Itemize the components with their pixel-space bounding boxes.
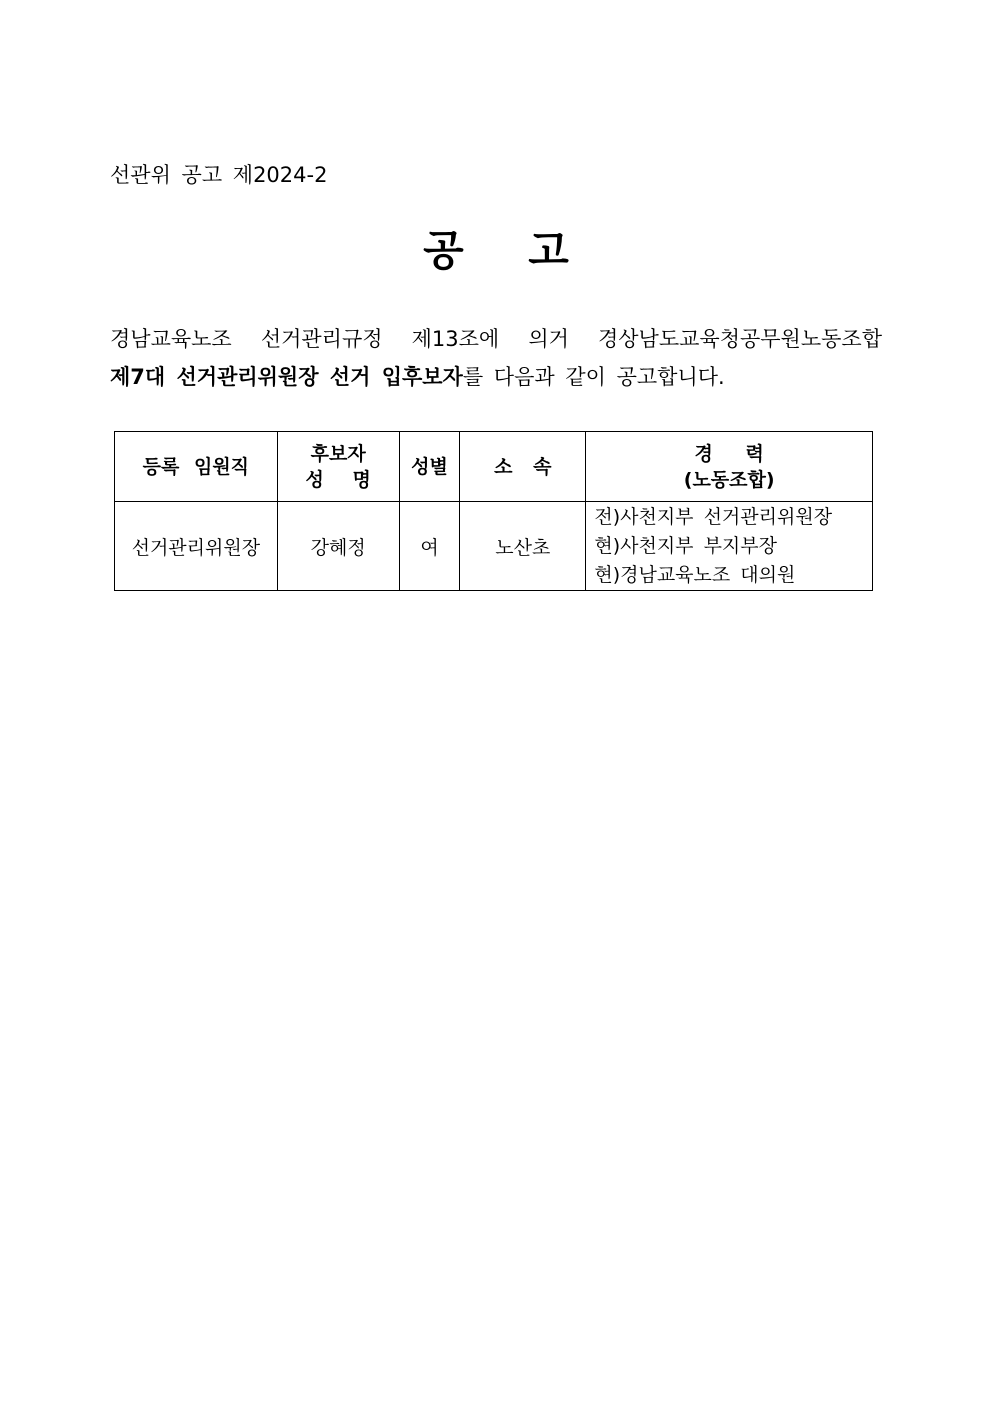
header-position: 등록 임원직	[115, 432, 278, 502]
career-list	[586, 503, 872, 590]
cell-gender: 여	[399, 502, 460, 591]
table-header-row	[115, 432, 873, 502]
body-text-bold: 제7대 선거관리위원장 선거 입후보자	[110, 365, 463, 389]
header-career-line1: 경 력	[694, 442, 764, 465]
header-career	[586, 432, 873, 502]
body-text-line-1: 경남교육노조 선거관리규정 제13조에 의거 경상남도교육청공무원노동조합	[110, 327, 882, 351]
table-row	[115, 502, 873, 591]
header-candidate-line1: 후보자	[310, 442, 366, 465]
career-item: 현)경남교육노조 대의원	[594, 563, 796, 586]
header-candidate-name	[277, 432, 399, 502]
header-candidate-line2: 성 명	[305, 468, 371, 491]
body-text-line-2	[110, 362, 725, 392]
header-affiliation: 소 속	[460, 432, 586, 502]
career-item: 현)사천지부 부지부장	[594, 534, 777, 557]
candidate-table	[114, 431, 873, 591]
cell-position: 선거관리위원장	[115, 502, 278, 591]
body-text-rest: 를 다음과 같이 공고합니다.	[462, 365, 725, 389]
cell-name: 강혜정	[277, 502, 399, 591]
notice-number: 선관위 공고 제2024-2	[110, 163, 328, 187]
header-career-line2: (노동조합)	[683, 468, 775, 491]
header-gender: 성별	[399, 432, 460, 502]
cell-career	[586, 502, 873, 591]
career-item: 전)사천지부 선거관리위원장	[594, 505, 833, 528]
page-title: 공 고	[423, 226, 569, 275]
cell-affiliation: 노산초	[460, 502, 586, 591]
